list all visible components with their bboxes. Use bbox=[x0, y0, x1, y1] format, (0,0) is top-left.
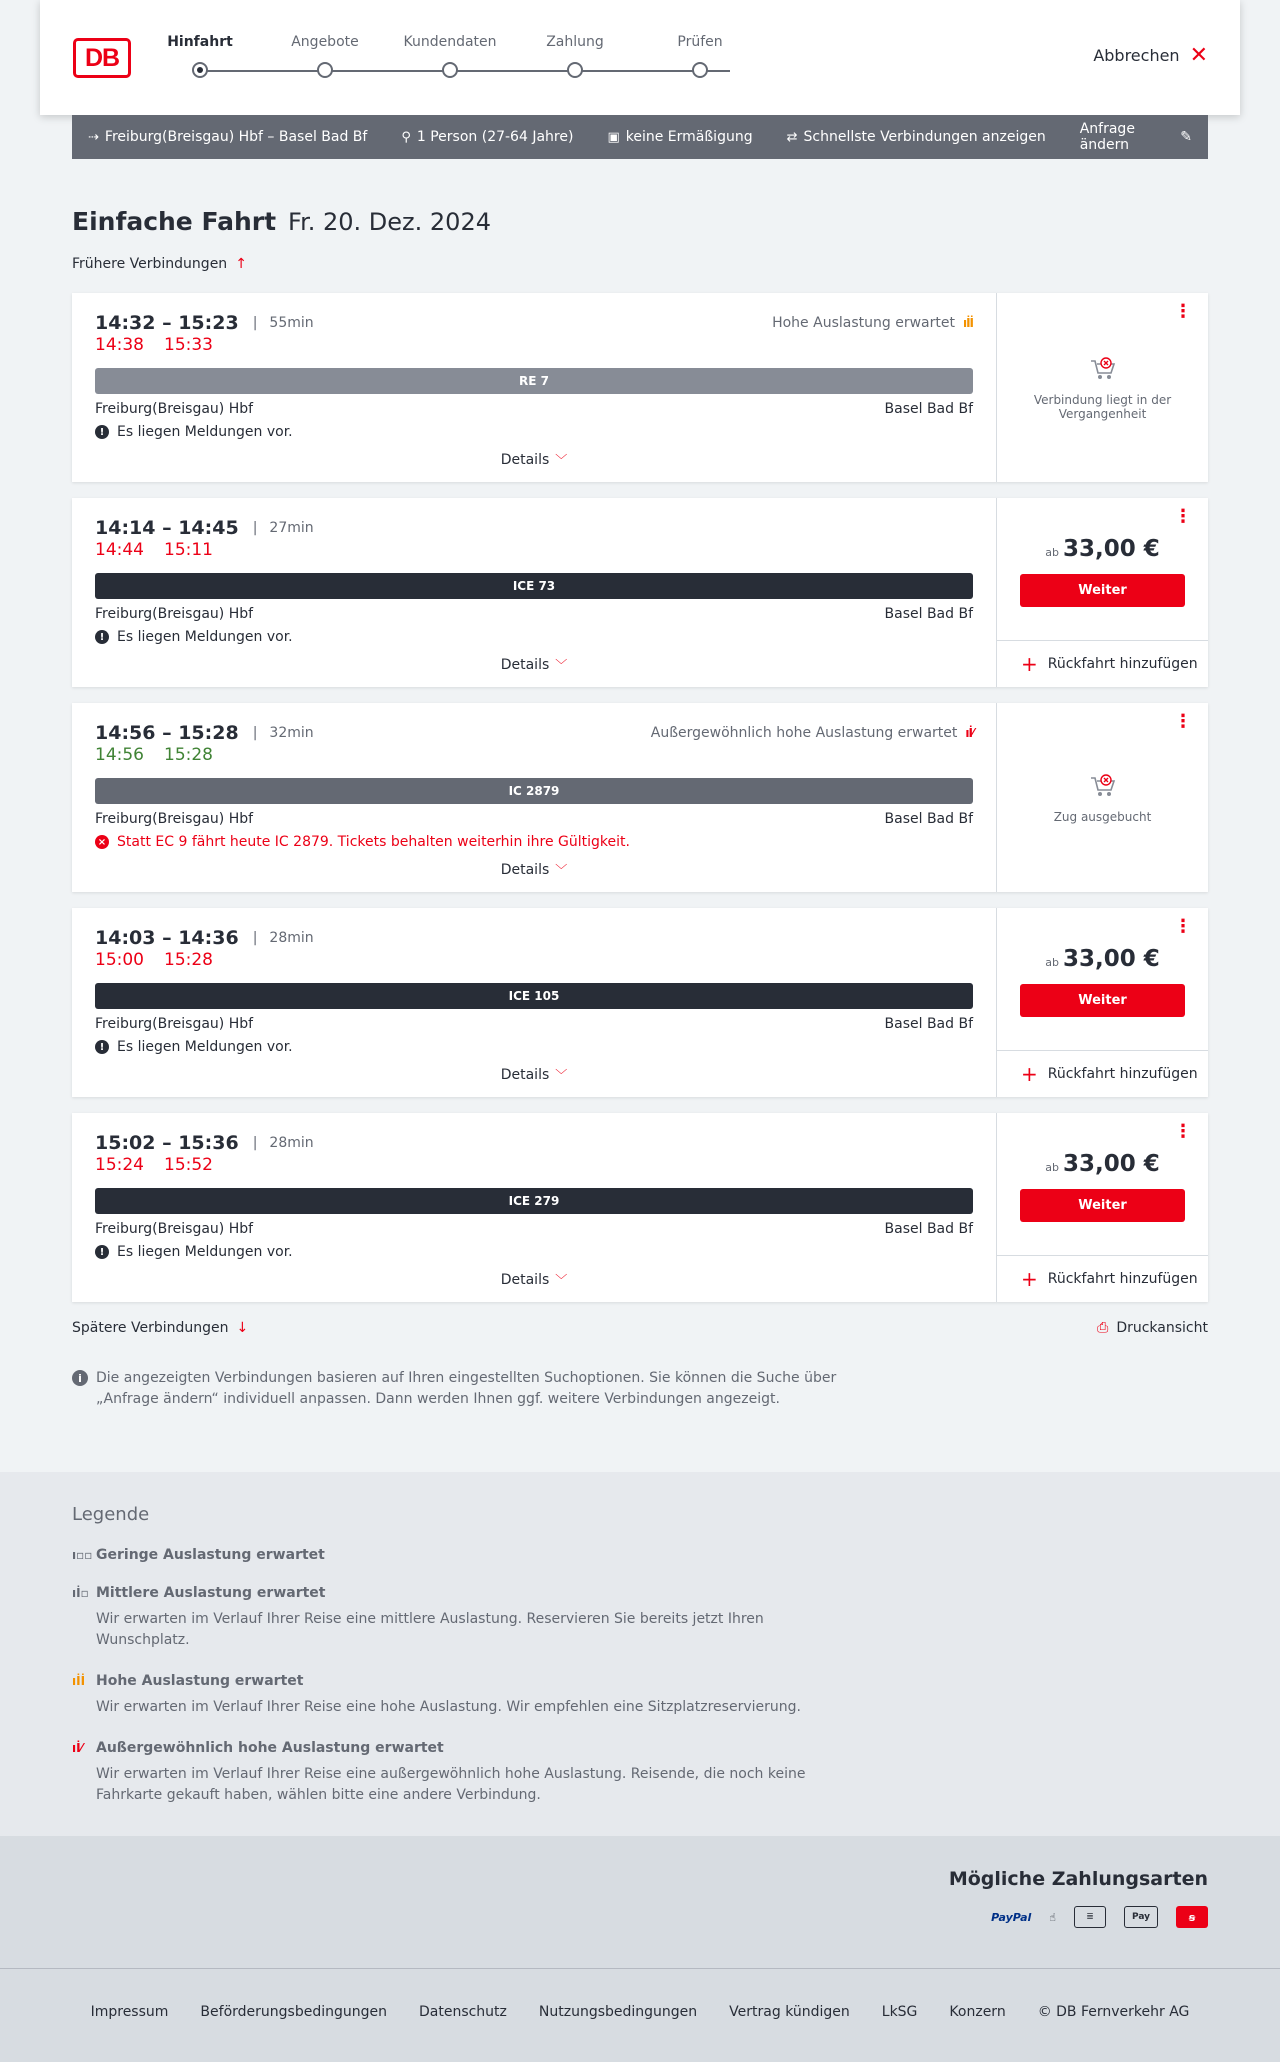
departure-station: Freiburg(Breisgau) Hbf bbox=[95, 1221, 254, 1237]
cancel-button[interactable]: Abbrechen ✕ bbox=[1093, 42, 1208, 68]
offer-panel bbox=[996, 703, 1208, 892]
pencil-icon: ✎ bbox=[1180, 129, 1192, 145]
duration: 32min bbox=[269, 725, 314, 741]
arrival-station: Basel Bad Bf bbox=[884, 606, 973, 622]
search-summary-bar bbox=[72, 115, 1208, 159]
planned-times: 14:32 – 15:23 bbox=[95, 312, 239, 334]
details-toggle[interactable]: Details ﹀ bbox=[500, 1067, 568, 1083]
realtime-times: 14:56 15:28 bbox=[95, 745, 213, 765]
arrow-down-icon: ↓ bbox=[236, 1320, 249, 1336]
high-load-icon: ıİİ bbox=[72, 1674, 86, 1688]
step-dot bbox=[442, 62, 458, 78]
more-options-icon[interactable]: ⋮ bbox=[1174, 301, 1192, 322]
price: ab 33,00 € bbox=[1045, 1151, 1160, 1177]
medium-load-icon: ıİ▫ bbox=[72, 1586, 89, 1600]
connection-card[interactable] bbox=[72, 908, 1208, 1097]
continue-button[interactable]: Weiter bbox=[1020, 1189, 1185, 1222]
continue-button[interactable]: Weiter bbox=[1020, 984, 1185, 1017]
chevron-down-icon: ﹀ bbox=[555, 863, 568, 877]
info-icon: i bbox=[72, 1370, 88, 1386]
chevron-down-icon: ﹀ bbox=[555, 658, 568, 672]
legend-item: ıİ▫ Mittlere Auslastung erwartet Wir erwarten im Verlauf Ihrer Reise eine mittlere Auslastung. Reservieren Sie bereits jetzt Ihren Wunschplatz. bbox=[72, 1585, 764, 1648]
connection-info: 14:56 – 15:28 | 32min Außergewöhnlich hohe Auslastung erwartet ıİ⁄ 14:56 15:28 IC 2879 Freiburg(Breisgau) Hbf Basel Bad Bf × Statt EC 9 fährt heute IC 2879. Tickets behalten weiterhin ihre Gültigkeit. Details ﹀ bbox=[72, 703, 996, 892]
page-title: Einfache Fahrt Fr. 20. Dez. 2024 bbox=[72, 207, 491, 236]
print-view-link[interactable]: ⎙ Druckansicht bbox=[1097, 1320, 1208, 1336]
legend-item: ı▫▫ Geringe Auslastung erwartet bbox=[72, 1547, 325, 1563]
train-bar[interactable]: ICE 279 bbox=[95, 1188, 973, 1214]
travel-date: Fr. 20. Dez. 2024 bbox=[288, 208, 491, 236]
step-dot bbox=[192, 62, 208, 78]
close-icon: ✕ bbox=[1189, 42, 1208, 68]
person-icon: ⚲ bbox=[401, 129, 411, 145]
progress-steps bbox=[167, 34, 770, 84]
add-return-button[interactable]: + Rückfahrt hinzufügen bbox=[997, 640, 1208, 687]
very-high-load-icon: ıİ⁄ bbox=[72, 1741, 83, 1755]
more-options-icon[interactable]: ⋮ bbox=[1174, 1121, 1192, 1142]
footer-copyright: © DB Fernverkehr AG bbox=[1037, 2004, 1190, 2020]
train-bar[interactable]: RE 7 bbox=[95, 368, 973, 394]
legend-item: ıİ⁄ Außergewöhnlich hohe Auslastung erwartet Wir erwarten im Verlauf Ihrer Reise eine außergewöhnlich hohe Auslastung. Reisende, die noch keine Fahrkarte gekauft haben, wählen bitte eine andere Verbindung. bbox=[72, 1740, 806, 1803]
plus-icon: + bbox=[1021, 1267, 1038, 1291]
planned-times: 14:03 – 14:36 bbox=[95, 927, 239, 949]
route-summary: ⇢ Freiburg(Breisgau) Hbf – Basel Bad Bf bbox=[88, 129, 368, 145]
chevron-down-icon: ﹀ bbox=[555, 1273, 568, 1287]
continue-button[interactable]: Weiter bbox=[1020, 574, 1185, 607]
footer-link-impressum[interactable]: Impressum bbox=[90, 2004, 169, 2020]
step-angebote: Angebote bbox=[265, 34, 385, 50]
footer-link-lksg[interactable]: LkSG bbox=[881, 2004, 918, 2020]
duration: 27min bbox=[269, 520, 314, 536]
chevron-down-icon: ﹀ bbox=[555, 1068, 568, 1082]
price: ab 33,00 € bbox=[1045, 536, 1160, 562]
step-zahlung: Zahlung bbox=[515, 34, 635, 50]
arrival-station: Basel Bad Bf bbox=[884, 1016, 973, 1032]
card-icon: ▣ bbox=[607, 129, 620, 145]
alert-icon: ! bbox=[95, 1040, 109, 1054]
connection-message: ! Es liegen Meldungen vor. bbox=[95, 629, 973, 645]
duration: 28min bbox=[269, 930, 314, 946]
step-dot bbox=[317, 62, 333, 78]
payment-title: Mögliche Zahlungsarten bbox=[948, 1868, 1208, 1890]
earlier-connections-link[interactable]: Frühere Verbindungen ↑ bbox=[72, 256, 247, 272]
apple-pay-icon: Pay bbox=[1124, 1906, 1158, 1928]
step-dot bbox=[567, 62, 583, 78]
step-pruefen: Prüfen bbox=[640, 34, 760, 50]
departure-station: Freiburg(Breisgau) Hbf bbox=[95, 1016, 254, 1032]
planned-times: 15:02 – 15:36 bbox=[95, 1132, 239, 1154]
fastest-toggle[interactable]: ⇄ Schnellste Verbindungen anzeigen bbox=[786, 129, 1046, 145]
step-hinfahrt[interactable]: Hinfahrt bbox=[140, 34, 260, 50]
more-options-icon[interactable]: ⋮ bbox=[1174, 711, 1192, 732]
details-toggle[interactable]: Details ﹀ bbox=[500, 862, 568, 878]
footer-link-kuendigen[interactable]: Vertrag kündigen bbox=[729, 2004, 850, 2020]
connection-message: ! Es liegen Meldungen vor. bbox=[95, 1039, 973, 1055]
departure-station: Freiburg(Breisgau) Hbf bbox=[95, 606, 254, 622]
connection-info: 15:02 – 15:36 | 28min 15:24 15:52 ICE 279 Freiburg(Breisgau) Hbf Basel Bad Bf ! Es liegen Meldungen vor. Details ﹀ bbox=[72, 1113, 996, 1302]
contactless-icon: ☝ bbox=[1049, 1910, 1056, 1924]
realtime-times: 15:24 15:52 bbox=[95, 1155, 213, 1175]
db-bonus-icon: ꞩ bbox=[1176, 1906, 1208, 1928]
realtime-times: 14:44 15:11 bbox=[95, 540, 213, 560]
arrow-up-icon: ↑ bbox=[235, 256, 247, 272]
search-info-note: i Die angezeigten Verbindungen basieren auf Ihren eingestellten Suchoptionen. Sie können die Suche über „Anfrage ändern“ individuell anpassen. Dann werden Ihnen ggf. weitere Verbindungen angezeigt. bbox=[72, 1368, 852, 1410]
db-logo[interactable]: DB bbox=[73, 38, 131, 78]
offer-panel bbox=[996, 1113, 1208, 1302]
more-options-icon[interactable]: ⋮ bbox=[1174, 916, 1192, 937]
error-icon: × bbox=[95, 835, 109, 849]
legend-title: Legende bbox=[72, 1504, 150, 1525]
very-high-load-icon: ıİ⁄ bbox=[965, 726, 973, 740]
chevron-down-icon: ﹀ bbox=[555, 453, 568, 467]
step-kundendaten: Kundendaten bbox=[390, 34, 510, 50]
train-bar[interactable]: ICE 105 bbox=[95, 983, 973, 1009]
offer-panel bbox=[996, 908, 1208, 1097]
change-request-button[interactable]: Anfrage ändern ✎ bbox=[1079, 121, 1192, 153]
add-return-button[interactable]: + Rückfahrt hinzufügen bbox=[997, 1255, 1208, 1302]
cart-unavailable-icon bbox=[1088, 772, 1118, 800]
payment-methods-section bbox=[0, 1836, 1280, 1969]
alert-icon: ! bbox=[95, 1245, 109, 1259]
progress-line bbox=[200, 70, 730, 72]
details-toggle[interactable]: Details ﹀ bbox=[500, 1272, 568, 1288]
departure-station: Freiburg(Breisgau) Hbf bbox=[95, 401, 254, 417]
legend-section bbox=[0, 1472, 1280, 1836]
load-indicator: Hohe Auslastung erwartet ıİİ bbox=[772, 315, 973, 331]
train-bar[interactable]: ICE 73 bbox=[95, 573, 973, 599]
footer-link-befoerderung[interactable]: Beförderungsbedingungen bbox=[200, 2004, 387, 2020]
realtime-times: 14:38 15:33 bbox=[95, 335, 213, 355]
sepa-icon: ≣ bbox=[1074, 1906, 1106, 1928]
low-load-icon: ı▫▫ bbox=[72, 1548, 93, 1562]
unavailable-notice: Zug ausgebucht bbox=[997, 703, 1208, 892]
departure-station: Freiburg(Breisgau) Hbf bbox=[95, 811, 254, 827]
price: ab 33,00 € bbox=[1045, 946, 1160, 972]
plus-icon: + bbox=[1021, 652, 1038, 676]
connection-card[interactable] bbox=[72, 498, 1208, 687]
connection-card[interactable] bbox=[72, 703, 1208, 892]
connection-message: ! Es liegen Meldungen vor. bbox=[95, 1244, 973, 1260]
connection-info: 14:03 – 14:36 | 28min 15:00 15:28 ICE 105 Freiburg(Breisgau) Hbf Basel Bad Bf ! Es liegen Meldungen vor. Details ﹀ bbox=[72, 908, 996, 1097]
top-header bbox=[40, 0, 1240, 115]
arrival-station: Basel Bad Bf bbox=[884, 811, 973, 827]
realtime-times: 15:00 15:28 bbox=[95, 950, 213, 970]
arrow-right-icon: ⇢ bbox=[88, 129, 99, 145]
details-toggle[interactable]: Details ﹀ bbox=[500, 657, 568, 673]
connection-card[interactable] bbox=[72, 1113, 1208, 1302]
duration: 55min bbox=[269, 315, 314, 331]
legend-item: ıİİ Hohe Auslastung erwartet Wir erwarten im Verlauf Ihrer Reise eine hohe Auslastung. Wir empfehlen eine Sitzplatzreservierung. bbox=[72, 1673, 801, 1715]
unavailable-notice: Verbindung liegt in der Vergangenheit bbox=[997, 293, 1208, 482]
printer-icon: ⎙ bbox=[1097, 1320, 1109, 1336]
details-toggle[interactable]: Details ﹀ bbox=[500, 452, 568, 468]
train-bar[interactable]: IC 2879 bbox=[95, 778, 973, 804]
footer-link-datenschutz[interactable]: Datenschutz bbox=[418, 2004, 507, 2020]
offer-panel bbox=[996, 498, 1208, 687]
footer bbox=[0, 1969, 1280, 2062]
alert-icon: ! bbox=[95, 630, 109, 644]
discount-summary: ▣ keine Ermäßigung bbox=[607, 129, 753, 145]
sliders-icon: ⇄ bbox=[786, 129, 798, 145]
connection-card[interactable] bbox=[72, 293, 1208, 482]
high-load-icon: ıİİ bbox=[962, 316, 973, 330]
arrival-station: Basel Bad Bf bbox=[884, 401, 973, 417]
add-return-button[interactable]: + Rückfahrt hinzufügen bbox=[997, 1050, 1208, 1097]
planned-times: 14:14 – 14:45 bbox=[95, 517, 239, 539]
footer-link-nutzung[interactable]: Nutzungsbedingungen bbox=[538, 2004, 698, 2020]
duration: 28min bbox=[269, 1135, 314, 1151]
footer-link-konzern[interactable]: Konzern bbox=[949, 2004, 1006, 2020]
planned-times: 14:56 – 15:28 bbox=[95, 722, 239, 744]
persons-summary: ⚲ 1 Person (27-64 Jahre) bbox=[401, 129, 574, 145]
later-connections-link[interactable]: Spätere Verbindungen ↓ bbox=[72, 1320, 249, 1336]
plus-icon: + bbox=[1021, 1062, 1038, 1086]
load-indicator: Außergewöhnlich hohe Auslastung erwartet ıİ⁄ bbox=[650, 725, 973, 741]
offer-panel bbox=[996, 293, 1208, 482]
paypal-icon: PayPal bbox=[991, 1910, 1032, 1924]
connection-message: ! Es liegen Meldungen vor. bbox=[95, 424, 973, 440]
more-options-icon[interactable]: ⋮ bbox=[1174, 506, 1192, 527]
connection-info: 14:14 – 14:45 | 27min 14:44 15:11 ICE 73 Freiburg(Breisgau) Hbf Basel Bad Bf ! Es liegen Meldungen vor. Details ﹀ bbox=[72, 498, 996, 687]
step-dot bbox=[692, 62, 708, 78]
connection-info: 14:32 – 15:23 | 55min Hohe Auslastung erwartet ıİİ 14:38 15:33 RE 7 Freiburg(Breisgau) Hbf Basel Bad Bf ! Es liegen Meldungen vor. Details ﹀ bbox=[72, 293, 996, 482]
alert-icon: ! bbox=[95, 425, 109, 439]
cart-unavailable-icon bbox=[1088, 355, 1118, 383]
connection-message: × Statt EC 9 fährt heute IC 2879. Tickets behalten weiterhin ihre Gültigkeit. bbox=[95, 834, 973, 850]
arrival-station: Basel Bad Bf bbox=[884, 1221, 973, 1237]
